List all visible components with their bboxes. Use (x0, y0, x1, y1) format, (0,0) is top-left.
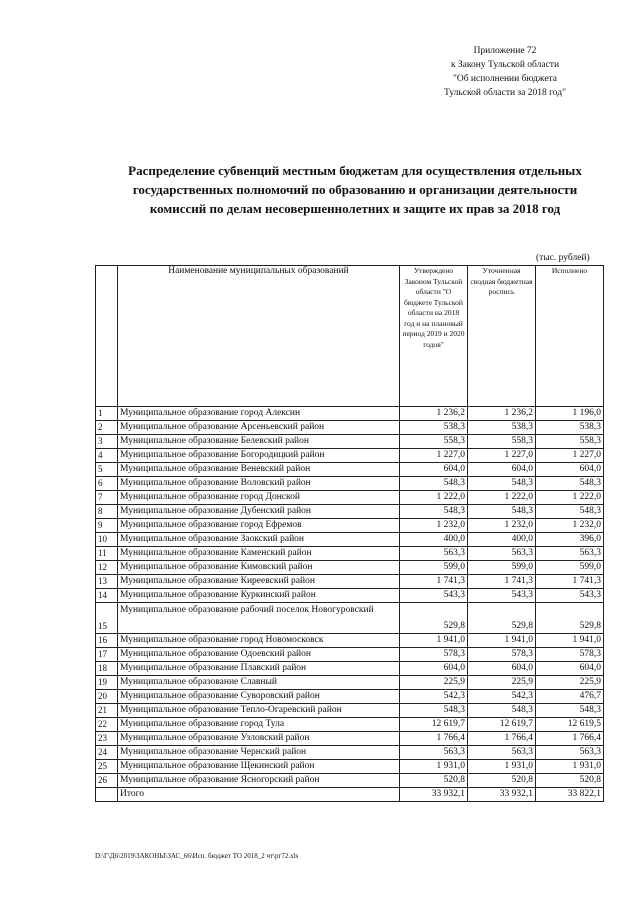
executed-value: 1 741,3 (536, 575, 604, 589)
row-number: 25 (96, 760, 118, 774)
executed-value: 12 619,5 (536, 718, 604, 732)
municipality-name: Муниципальное образование Узловский район (118, 732, 400, 746)
table-row (96, 648, 604, 662)
approved-value: 400,0 (400, 533, 468, 547)
revised-value: 604,0 (468, 662, 536, 676)
revised-value: 1 741,3 (468, 575, 536, 589)
executed-value: 1 941,0 (536, 634, 604, 648)
revised-value: 1 931,0 (468, 760, 536, 774)
approved-value: 543,3 (400, 589, 468, 603)
revised-value: 548,3 (468, 477, 536, 491)
executed-value: 548,3 (536, 704, 604, 718)
municipality-name: Муниципальное образование Суворовский район (118, 690, 400, 704)
row-number: 19 (96, 676, 118, 690)
approved-value: 548,3 (400, 477, 468, 491)
executed-value: 1 232,0 (536, 519, 604, 533)
executed-value: 1 766,4 (536, 732, 604, 746)
approved-value: 1 222,0 (400, 491, 468, 505)
municipality-name: Муниципальное образование Одоевский район (118, 648, 400, 662)
municipality-name: Муниципальное образование Тепло-Огаревский район (118, 704, 400, 718)
annex-block (420, 44, 590, 100)
table-row (96, 603, 604, 634)
executed-value: 548,3 (536, 505, 604, 519)
revised-value: 543,3 (468, 589, 536, 603)
table-row (96, 746, 604, 760)
table-row (96, 634, 604, 648)
approved-value: 563,3 (400, 547, 468, 561)
row-number: 10 (96, 533, 118, 547)
row-number: 14 (96, 589, 118, 603)
row-number: 5 (96, 463, 118, 477)
header-name: Наименование муниципальных образований (118, 266, 400, 407)
approved-value: 563,3 (400, 746, 468, 760)
approved-value: 1 941,0 (400, 634, 468, 648)
row-number: 15 (96, 603, 118, 634)
row-number: 8 (96, 505, 118, 519)
executed-value: 1 222,0 (536, 491, 604, 505)
executed-value: 578,3 (536, 648, 604, 662)
table-row (96, 547, 604, 561)
header-revised: Уточненная сводная бюджетная роспись (468, 266, 536, 407)
row-number: 20 (96, 690, 118, 704)
row-number: 16 (96, 634, 118, 648)
municipality-name: Муниципальное образование Чернский район (118, 746, 400, 760)
approved-value: 1 766,4 (400, 732, 468, 746)
executed-value: 1 196,0 (536, 407, 604, 421)
revised-value: 520,8 (468, 774, 536, 788)
revised-value: 400,0 (468, 533, 536, 547)
executed-value: 563,3 (536, 746, 604, 760)
approved-value: 538,3 (400, 421, 468, 435)
revised-value: 563,3 (468, 746, 536, 760)
approved-value: 225,9 (400, 676, 468, 690)
document-title (95, 161, 615, 218)
municipality-name: Муниципальное образование Ясногорский район (118, 774, 400, 788)
municipality-name: Муниципальное образование Каменский район (118, 547, 400, 561)
approved-value: 604,0 (400, 463, 468, 477)
approved-value: 604,0 (400, 662, 468, 676)
executed-value: 1 227,0 (536, 449, 604, 463)
table-row (96, 732, 604, 746)
revised-value: 604,0 (468, 463, 536, 477)
municipality-name: Муниципальное образование город Тула (118, 718, 400, 732)
municipality-name: Муниципальное образование Богородицкий район (118, 449, 400, 463)
executed-value: 476,7 (536, 690, 604, 704)
row-number: 23 (96, 732, 118, 746)
executed-value: 396,0 (536, 533, 604, 547)
revised-value: 563,3 (468, 547, 536, 561)
revised-value: 1 941,0 (468, 634, 536, 648)
row-number: 6 (96, 477, 118, 491)
municipality-name: Муниципальное образование Куркинский район (118, 589, 400, 603)
table-row (96, 718, 604, 732)
approved-value: 12 619,7 (400, 718, 468, 732)
total-label: Итого (118, 788, 400, 802)
executed-value: 604,0 (536, 662, 604, 676)
total-executed: 33 822,1 (536, 788, 604, 802)
executed-value: 548,3 (536, 477, 604, 491)
executed-value: 604,0 (536, 463, 604, 477)
table-row (96, 774, 604, 788)
table-row (96, 575, 604, 589)
approved-value: 599,0 (400, 561, 468, 575)
table-row (96, 519, 604, 533)
municipality-name: Муниципальное образование Арсеньевский район (118, 421, 400, 435)
revised-value: 558,3 (468, 435, 536, 449)
row-number: 3 (96, 435, 118, 449)
table-row (96, 505, 604, 519)
table-row (96, 704, 604, 718)
revised-value: 225,9 (468, 676, 536, 690)
municipality-name: Муниципальное образование Кимовский район (118, 561, 400, 575)
revised-value: 529,8 (468, 603, 536, 634)
revised-value: 1 236,2 (468, 407, 536, 421)
title-line-2: государственных полномочий по образованию и организации деятельности (132, 182, 578, 197)
municipality-name: Муниципальное образование город Алексин (118, 407, 400, 421)
header-approved: Утверждено Законом Тульской области "О бюджете Тульской области на 2018 год и на плановый период 2019 и 2020 годов" (400, 266, 468, 407)
approved-value: 542,3 (400, 690, 468, 704)
executed-value: 599,0 (536, 561, 604, 575)
row-number: 22 (96, 718, 118, 732)
approved-value: 1 227,0 (400, 449, 468, 463)
header-num (96, 266, 118, 407)
approved-value: 548,3 (400, 505, 468, 519)
table-row (96, 760, 604, 774)
table-row (96, 690, 604, 704)
municipality-name: Муниципальное образование Щекинский район (118, 760, 400, 774)
table-row (96, 533, 604, 547)
municipality-name: Муниципальное образование Заокский район (118, 533, 400, 547)
table-row (96, 662, 604, 676)
approved-value: 1 232,0 (400, 519, 468, 533)
revised-value: 1 766,4 (468, 732, 536, 746)
approved-value: 578,3 (400, 648, 468, 662)
municipality-name: Муниципальное образование Веневский район (118, 463, 400, 477)
row-number: 12 (96, 561, 118, 575)
municipality-name: Муниципальное образование Белевский район (118, 435, 400, 449)
header-executed: Исполнено (536, 266, 604, 407)
revised-value: 578,3 (468, 648, 536, 662)
revised-value: 12 619,7 (468, 718, 536, 732)
executed-value: 563,3 (536, 547, 604, 561)
municipality-name: Муниципальное образование город Донской (118, 491, 400, 505)
row-number: 21 (96, 704, 118, 718)
executed-value: 538,3 (536, 421, 604, 435)
table-body (96, 407, 604, 802)
executed-value: 543,3 (536, 589, 604, 603)
row-number: 13 (96, 575, 118, 589)
total-approved: 33 932,1 (400, 788, 468, 802)
subsidy-table (95, 265, 604, 802)
revised-value: 1 222,0 (468, 491, 536, 505)
table-row (96, 676, 604, 690)
approved-value: 529,8 (400, 603, 468, 634)
row-number: 26 (96, 774, 118, 788)
table-row (96, 407, 604, 421)
municipality-name: Муниципальное образование Киреевский район (118, 575, 400, 589)
total-row (96, 788, 604, 802)
executed-value: 225,9 (536, 676, 604, 690)
row-number: 18 (96, 662, 118, 676)
approved-value: 558,3 (400, 435, 468, 449)
municipality-name: Муниципальное образование Плавский район (118, 662, 400, 676)
table-row (96, 435, 604, 449)
table-row (96, 421, 604, 435)
table-header-row (96, 266, 604, 407)
table-row (96, 491, 604, 505)
file-path-footer: D:\Г\Д6\2019\ЗАКОНЫ\ЗАС_66\Исп. бюджет ТО 2018_2 чт\рг72.xls (95, 852, 299, 860)
table-row (96, 561, 604, 575)
table-row (96, 589, 604, 603)
municipality-name: Муниципальное образование Дубенский район (118, 505, 400, 519)
table-row (96, 477, 604, 491)
approved-value: 1 931,0 (400, 760, 468, 774)
title-line-3: комиссий по делам несовершеннолетних и защите их прав за 2018 год (149, 201, 561, 216)
row-number: 9 (96, 519, 118, 533)
revised-value: 1 232,0 (468, 519, 536, 533)
municipality-name: Муниципальное образование Славный (118, 676, 400, 690)
municipality-name: Муниципальное образование Воловский район (118, 477, 400, 491)
approved-value: 548,3 (400, 704, 468, 718)
approved-value: 520,8 (400, 774, 468, 788)
executed-value: 558,3 (536, 435, 604, 449)
revised-value: 599,0 (468, 561, 536, 575)
executed-value: 529,8 (536, 603, 604, 634)
annex-line-1: Приложение 72 (473, 46, 537, 56)
total-number (96, 788, 118, 802)
annex-line-4: Тульской области за 2018 год" (444, 88, 566, 98)
row-number: 4 (96, 449, 118, 463)
units-label: (тыс. рублей) (536, 253, 590, 263)
executed-value: 520,8 (536, 774, 604, 788)
approved-value: 1 236,2 (400, 407, 468, 421)
row-number: 7 (96, 491, 118, 505)
annex-line-3: "Об исполнении бюджета (452, 74, 558, 84)
revised-value: 538,3 (468, 421, 536, 435)
row-number: 11 (96, 547, 118, 561)
table-row (96, 463, 604, 477)
table-row (96, 449, 604, 463)
total-revised: 33 932,1 (468, 788, 536, 802)
revised-value: 1 227,0 (468, 449, 536, 463)
revised-value: 548,3 (468, 505, 536, 519)
executed-value: 1 931,0 (536, 760, 604, 774)
revised-value: 542,3 (468, 690, 536, 704)
revised-value: 548,3 (468, 704, 536, 718)
title-line-1: Распределение субвенций местным бюджетам для осуществления отдельных (128, 163, 582, 178)
row-number: 1 (96, 407, 118, 421)
municipality-name: Муниципальное образование город Новомосковск (118, 634, 400, 648)
approved-value: 1 741,3 (400, 575, 468, 589)
annex-line-2: к Закону Тульской области (450, 60, 560, 70)
row-number: 24 (96, 746, 118, 760)
row-number: 17 (96, 648, 118, 662)
municipality-name: Муниципальное образование город Ефремов (118, 519, 400, 533)
municipality-name: Муниципальное образование рабочий поселок Новогуровский (118, 603, 400, 634)
row-number: 2 (96, 421, 118, 435)
